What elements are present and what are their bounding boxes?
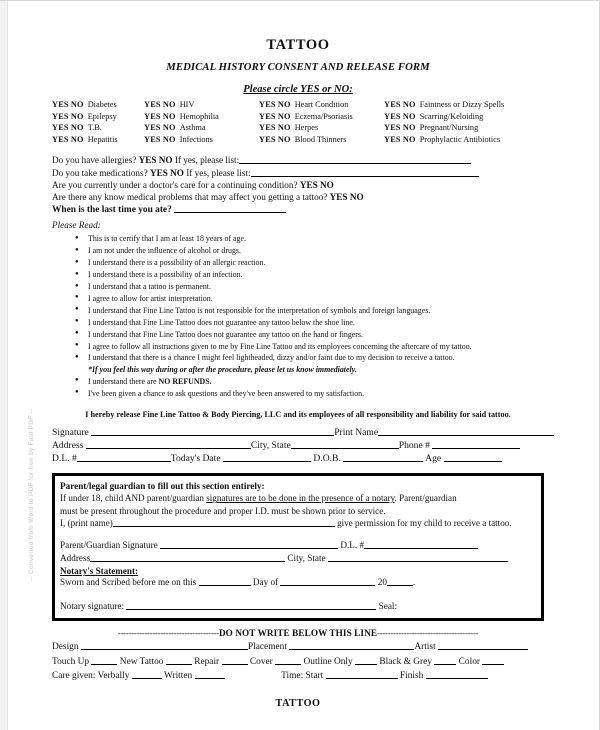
no-option[interactable]: NO xyxy=(402,123,416,133)
table-row xyxy=(52,122,544,134)
condition-cell[interactable] xyxy=(384,111,544,123)
yes-option[interactable]: YES xyxy=(384,100,401,109)
allergies-followup-label: If yes, please list: xyxy=(174,155,240,166)
guardian-dl-input[interactable] xyxy=(364,539,478,549)
condition-label: Hemophilia xyxy=(179,111,219,121)
list-item-questions: ● I've been given a chance to ask questions and they've been answered to my satisfaction. xyxy=(88,388,544,400)
page-title: TATTOO xyxy=(266,37,330,53)
yes-option[interactable]: YES xyxy=(384,123,401,133)
no-option[interactable]: NO xyxy=(162,100,176,109)
condition-label: Infections xyxy=(179,134,213,144)
design-row xyxy=(52,640,544,655)
list-item: ● I agree to follow all instructions given to me by Fine Line Tattoo and its employees concerning the aftercare of my tattoo. xyxy=(88,341,544,353)
guardian-permission-text: give permission for my child to receive a tattoo. xyxy=(337,518,512,529)
condition-label: Blood Thinners xyxy=(294,134,347,144)
no-option[interactable]: NO xyxy=(70,134,84,144)
design-label: Design xyxy=(52,642,79,653)
list-item-refunds xyxy=(88,376,544,388)
black-grey-input[interactable] xyxy=(434,655,456,665)
yes-option[interactable]: YES xyxy=(52,111,69,121)
yes-option[interactable]: YES xyxy=(52,100,69,109)
no-option[interactable]: NO xyxy=(402,100,416,109)
question-last-ate xyxy=(52,203,544,216)
yes-option[interactable]: YES xyxy=(52,123,69,133)
question-allergies xyxy=(52,154,544,166)
notary-signature-label: Notary signature: xyxy=(60,600,125,611)
refunds-emphasis: NO REFUNDS. xyxy=(158,376,212,386)
condition-cell[interactable] xyxy=(52,134,144,146)
table-row xyxy=(52,99,544,111)
condition-label: T.B. xyxy=(87,123,102,133)
age-label: Age xyxy=(425,453,442,465)
outline-only-label: Outline Only xyxy=(303,656,353,667)
no-option[interactable]: NO xyxy=(70,100,84,109)
medications-list-input[interactable] xyxy=(251,167,479,177)
touch-up-input[interactable] xyxy=(91,655,117,665)
address-label: Address xyxy=(52,440,84,452)
no-option[interactable]: NO xyxy=(277,134,291,144)
guardian-signature-row xyxy=(60,539,536,552)
sworn-day-label: Day of xyxy=(252,577,279,588)
no-option[interactable]: NO xyxy=(277,123,291,133)
signature-row-2 xyxy=(52,439,544,452)
guardian-notary-underline: signatures are to be done in the presence of a notary xyxy=(206,493,395,504)
age-input[interactable] xyxy=(444,452,502,462)
yes-option[interactable]: YES xyxy=(144,111,161,121)
question-doctors-care xyxy=(52,179,544,191)
print-name-input[interactable] xyxy=(378,426,554,436)
no-option[interactable]: NO xyxy=(402,111,416,121)
allergies-yes-no[interactable]: YES NO xyxy=(138,155,173,166)
parent-guardian-section xyxy=(52,473,544,621)
yes-option[interactable]: YES xyxy=(259,134,276,144)
table-row xyxy=(52,111,544,123)
cover-label: Cover xyxy=(249,656,273,667)
print-name-label: Print Name xyxy=(334,426,379,438)
doctors-care-yes-no[interactable]: YES NO xyxy=(299,179,334,190)
condition-label: Diabetes xyxy=(87,100,117,109)
tattoo-type-row xyxy=(52,655,544,670)
question-medical-problems xyxy=(52,191,544,203)
artist-input[interactable] xyxy=(438,640,528,650)
yes-option[interactable]: YES xyxy=(259,123,276,133)
condition-label: Hepatitis xyxy=(87,134,118,144)
condition-cell[interactable] xyxy=(144,111,259,123)
no-option[interactable]: NO xyxy=(70,123,84,133)
guardian-address-input[interactable] xyxy=(90,552,285,562)
condition-label: Asthma xyxy=(179,123,206,133)
question-last-ate-label: When is the last time you ate? xyxy=(52,205,172,216)
circle-instruction: Please circle YES or NO: xyxy=(243,84,353,95)
notary-signature-row xyxy=(60,600,536,613)
sworn-day-input[interactable] xyxy=(199,576,251,586)
verbally-label: Verbally xyxy=(97,671,130,682)
list-item: ● I understand there is a possibility of an allergic reaction. xyxy=(88,257,544,269)
city-state-input[interactable] xyxy=(291,439,399,449)
last-ate-input[interactable] xyxy=(174,203,286,213)
condition-cell[interactable] xyxy=(52,111,144,123)
address-input[interactable] xyxy=(86,439,251,449)
condition-cell[interactable] xyxy=(384,134,544,146)
artist-label: Artist xyxy=(414,642,436,653)
guardian-dl-label: D.L. # xyxy=(340,539,365,550)
form-sheet xyxy=(52,1,544,709)
yes-option[interactable]: YES xyxy=(384,134,401,144)
condition-cell[interactable] xyxy=(259,99,384,111)
condition-label: Prophylactic Antibiotics xyxy=(419,134,501,144)
notary-signature-input[interactable] xyxy=(126,600,376,610)
condition-label: Herpes xyxy=(294,123,319,133)
list-item: ● I understand that Fine Line Tattoo is not responsible for the interpretation of symbols and foreign languages. xyxy=(88,305,544,317)
conversion-watermark: -- Converted from Word to PDF for free by Fast PDF -- xyxy=(28,408,35,581)
question-medications-label: Do you take medications? xyxy=(52,167,148,178)
page-left-margin-strip xyxy=(0,1,8,730)
yes-option[interactable]: YES xyxy=(144,123,161,133)
guardian-line-2: must be present throughout the procedure and proper I.D. must be shown prior to service. xyxy=(60,505,386,516)
guardian-line1-a: If under 18, child AND parent/guardian xyxy=(60,493,207,504)
new-tattoo-input[interactable] xyxy=(166,655,192,665)
no-option[interactable]: NO xyxy=(162,134,176,144)
release-statement: I hereby release Fine Line Tattoo & Body Piercing, LLC and its employees of all responsibility and liability for said tattoo. xyxy=(85,409,511,419)
guardian-city-state-label: City, State xyxy=(287,552,326,563)
todays-date-label: Today's Date xyxy=(170,453,221,465)
condition-cell[interactable] xyxy=(144,122,259,134)
footer-title: TATTOO xyxy=(275,697,321,709)
signature-input[interactable] xyxy=(91,426,334,436)
condition-cell[interactable] xyxy=(259,134,384,146)
medical-problems-yes-no[interactable]: YES NO xyxy=(329,191,364,202)
guardian-print-name-label: I, (print name) xyxy=(60,518,113,529)
touch-up-label: Touch Up xyxy=(52,656,90,667)
phone-input[interactable] xyxy=(432,439,520,449)
no-option[interactable]: NO xyxy=(402,134,416,144)
notary-statement-heading: Notary's Statement: xyxy=(60,566,139,577)
dl-input[interactable] xyxy=(77,452,171,462)
lightheaded-text: I understand that there is a chance I might feel lightheaded, dizzy and/or faint due to my decision to receive a tattoo. xyxy=(88,353,455,363)
condition-label: Heart Condition xyxy=(294,100,349,109)
refunds-prefix: I understand there are xyxy=(88,376,159,386)
care-given-label: Care given: xyxy=(52,671,96,682)
list-item: ● I understand that Fine Line Tattoo does not guarantee any tattoo on the hand or fingers. xyxy=(88,329,544,341)
condition-label: Faintness or Dizzy Spells xyxy=(419,100,505,109)
time-start-input[interactable] xyxy=(326,669,398,679)
condition-cell[interactable] xyxy=(384,99,544,111)
care-given-row xyxy=(52,669,544,684)
new-tattoo-label: New Tattoo xyxy=(119,656,164,667)
condition-cell[interactable] xyxy=(144,99,259,111)
divider-dashes-right: -------------------------------------- xyxy=(377,628,479,639)
terms-list xyxy=(52,233,544,399)
page-subtitle: MEDICAL HISTORY CONSENT AND RELEASE FORM xyxy=(166,61,430,73)
guardian-address-row xyxy=(60,552,536,565)
lightheaded-note: *If you feel this way during or after the procedure, please let us know immediately. xyxy=(88,365,357,375)
finish-label: Finish xyxy=(399,671,424,682)
condition-label: Eczema/Psoriasis xyxy=(294,111,353,121)
dob-label: D.O.B. xyxy=(313,453,341,465)
condition-cell[interactable] xyxy=(259,122,384,134)
todays-date-input[interactable] xyxy=(223,452,311,462)
list-item-lightheaded xyxy=(88,352,544,375)
question-medical-problems-label: Are there any know medical problems that may affect you getting a tattoo? xyxy=(52,191,328,202)
guardian-print-name-input[interactable] xyxy=(113,517,335,527)
divider-dashes-left: -------------------------------------- xyxy=(117,628,219,639)
do-not-write-label: DO NOT WRITE BELOW THIS LINE xyxy=(218,628,378,639)
yes-option[interactable]: YES xyxy=(144,134,161,144)
written-input[interactable] xyxy=(195,669,225,679)
question-doctors-care-label: Are you currently under a doctor's care for a continuing condition? xyxy=(52,179,298,190)
no-option[interactable]: NO xyxy=(162,123,176,133)
repair-label: Repair xyxy=(194,656,220,667)
time-start-label: Time: Start xyxy=(281,671,324,682)
sworn-year-label: 20 xyxy=(377,577,387,588)
condition-cell[interactable] xyxy=(144,134,259,146)
written-label: Written xyxy=(163,671,193,682)
signature-row-3 xyxy=(52,452,544,465)
do-not-write-divider xyxy=(52,628,544,638)
black-grey-label: Black & Grey xyxy=(379,656,432,667)
condition-label: Scarring/Keloiding xyxy=(419,111,484,121)
guardian-city-state-input[interactable] xyxy=(328,552,508,562)
yes-option[interactable]: YES xyxy=(52,134,69,144)
sworn-month-input[interactable] xyxy=(280,576,375,586)
condition-cell[interactable] xyxy=(384,122,544,134)
list-item: ● I understand that a tattoo is permanent. xyxy=(88,281,544,293)
color-input[interactable] xyxy=(482,655,504,665)
signature-row-1 xyxy=(52,426,544,439)
questions-block xyxy=(52,154,544,216)
allergies-list-input[interactable] xyxy=(239,154,471,164)
yes-option[interactable]: YES xyxy=(144,100,161,109)
artist-use-section xyxy=(52,640,544,684)
sworn-year-input[interactable] xyxy=(387,576,413,586)
yes-option[interactable]: YES xyxy=(259,100,276,109)
condition-cell[interactable] xyxy=(52,99,144,111)
repair-input[interactable] xyxy=(222,655,248,665)
medications-followup-label: If yes, please list: xyxy=(186,167,251,178)
dl-label: D.L. # xyxy=(52,453,77,465)
outline-only-input[interactable] xyxy=(355,655,377,665)
verbally-input[interactable] xyxy=(132,669,162,679)
no-option[interactable]: NO xyxy=(70,111,84,121)
sworn-prefix-label: Sworn and Scribed before me on this xyxy=(60,577,197,588)
placement-label: Placement xyxy=(247,642,287,653)
guardian-signature-input[interactable] xyxy=(160,539,338,549)
condition-label: Epilepsy xyxy=(87,111,117,121)
placement-input[interactable] xyxy=(289,640,414,650)
list-item: ● I am not under the influence of alcohol or drugs. xyxy=(88,245,544,257)
design-input[interactable] xyxy=(81,640,248,650)
question-allergies-label: Do you have allergies? xyxy=(52,155,137,166)
guardian-address-label: Address xyxy=(60,552,91,563)
guardian-line-1 xyxy=(60,492,536,504)
finish-input[interactable] xyxy=(426,669,488,679)
list-item: ● I agree to allow for artist interpretation. xyxy=(88,293,544,305)
guardian-print-name-row xyxy=(60,517,536,529)
medical-conditions-grid xyxy=(52,99,544,145)
no-option[interactable]: NO xyxy=(277,111,291,121)
list-item: ● I understand there is a possibility of an infection. xyxy=(88,269,544,281)
phone-label: Phone # xyxy=(398,440,430,452)
guardian-heading: Parent/legal guardian to fill out this section entirely: xyxy=(60,480,265,491)
notary-sworn-row: Sworn and Scribed before me on this Day of 20 . xyxy=(60,577,416,588)
list-item: ● I understand that Fine Line Tattoo does not guarantee any tattoo below the shoe line. xyxy=(88,317,544,329)
medications-yes-no[interactable]: YES NO xyxy=(149,167,184,178)
please-read-heading: Please Read: xyxy=(52,220,101,231)
guardian-line1-b: . Parent/guardian xyxy=(394,493,457,504)
condition-label: HIV xyxy=(179,100,195,109)
question-medications xyxy=(52,167,544,179)
table-row xyxy=(52,134,544,146)
dob-input[interactable] xyxy=(343,452,423,462)
condition-label: Pregnant/Nursing xyxy=(419,123,479,133)
no-option[interactable]: NO xyxy=(162,111,176,121)
no-option[interactable]: NO xyxy=(277,100,291,109)
signature-section xyxy=(52,426,544,466)
signature-label: Signature xyxy=(52,426,89,438)
list-item: ● This is to certify that I am at least 18 years of age. xyxy=(88,233,544,245)
color-label: Color xyxy=(458,656,481,667)
yes-option[interactable]: YES xyxy=(259,111,276,121)
condition-cell[interactable] xyxy=(52,122,144,134)
notary-seal-label: Seal: xyxy=(378,600,398,611)
condition-cell[interactable] xyxy=(259,111,384,123)
guardian-signature-label: Parent/Guardian Signature xyxy=(60,539,158,550)
yes-option[interactable]: YES xyxy=(384,111,401,121)
cover-input[interactable] xyxy=(275,655,301,665)
city-state-label: City, State xyxy=(250,440,291,452)
